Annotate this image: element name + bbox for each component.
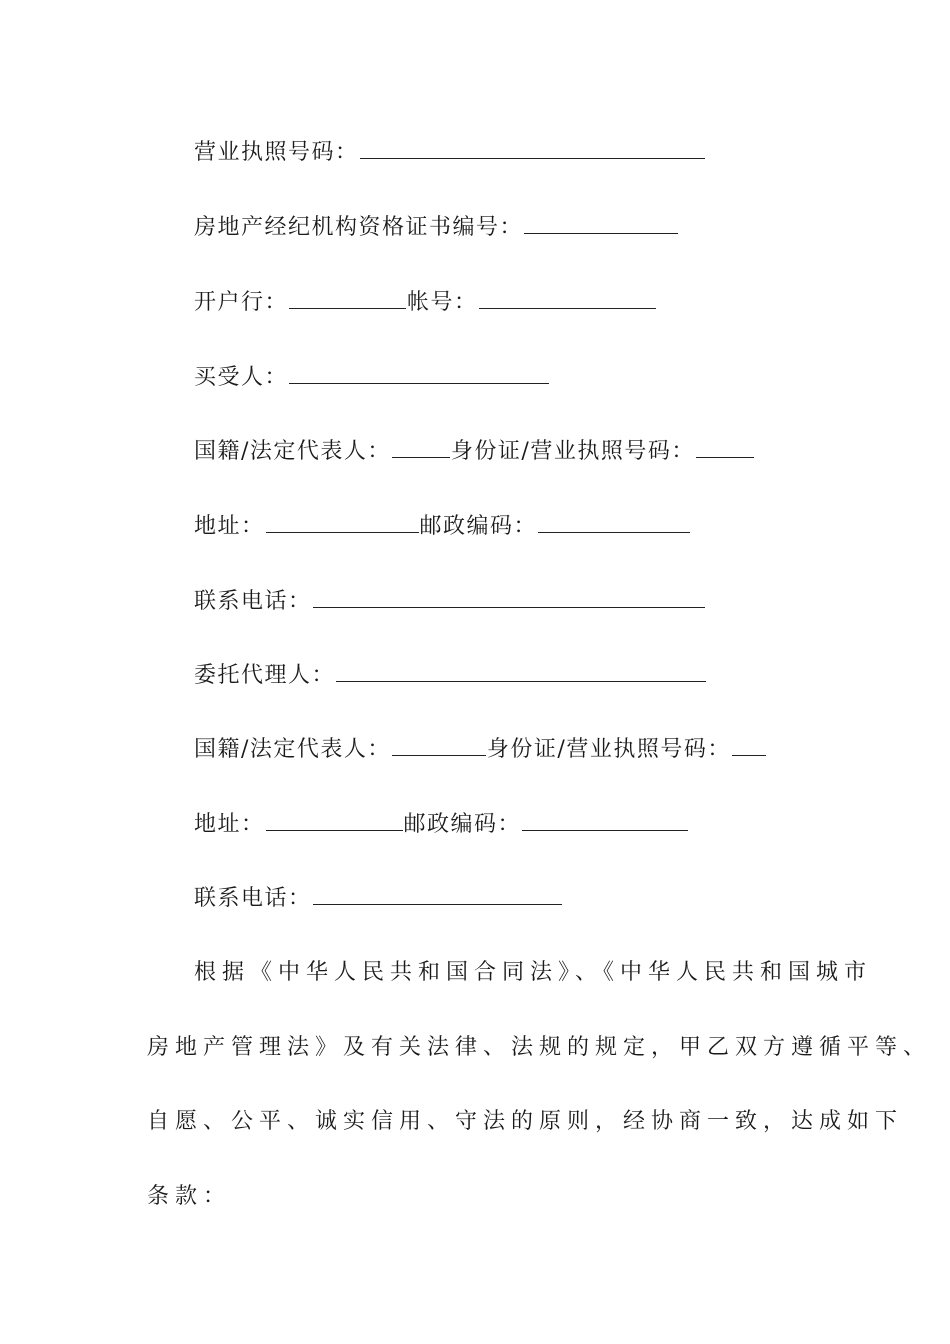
nationality-blank[interactable] [392, 735, 486, 756]
nationality-label: 国籍/法定代表人： [194, 737, 391, 762]
postcode-blank[interactable] [522, 810, 688, 831]
bank-blank[interactable] [289, 288, 406, 309]
agent-line [194, 661, 707, 691]
buyer-blank[interactable] [289, 363, 549, 384]
agent-blank[interactable] [336, 661, 706, 682]
address-blank[interactable] [266, 512, 419, 533]
buyer-label: 买受人： [194, 365, 289, 390]
id-license-label: 身份证/营业执照号码： [450, 439, 695, 464]
agent-phone-line [194, 884, 563, 914]
agent-address-line [194, 810, 689, 840]
phone-blank[interactable] [313, 884, 562, 905]
buyer-nationality-line [194, 437, 755, 467]
phone-label: 联系电话： [194, 589, 312, 614]
agent-label: 委托代理人： [194, 663, 336, 688]
bank-label: 开户行： [194, 290, 289, 315]
agency-certificate-line [194, 213, 679, 243]
agent-nationality-line [194, 735, 767, 765]
business-license-blank[interactable] [360, 138, 705, 159]
postcode-label: 邮政编码： [403, 812, 522, 837]
address-label: 地址： [194, 514, 265, 539]
buyer-address-line [194, 512, 691, 542]
clause-paragraph-line: 根据《中华人民共和国合同法》、《中华人民共和国城市 [194, 960, 873, 985]
nationality-label: 国籍/法定代表人： [194, 439, 391, 464]
buyer-line [194, 363, 550, 393]
address-blank[interactable] [266, 810, 403, 831]
account-label: 帐号： [407, 290, 478, 315]
agency-certificate-blank[interactable] [524, 213, 678, 234]
postcode-blank[interactable] [538, 512, 690, 533]
clause-paragraph-line: 条款： [147, 1184, 232, 1209]
account-blank[interactable] [479, 288, 656, 309]
phone-blank[interactable] [313, 587, 705, 608]
bank-line [194, 288, 657, 318]
postcode-label: 邮政编码： [419, 514, 538, 539]
agency-certificate-label: 房地产经纪机构资格证书编号： [194, 215, 524, 240]
business-license-line [194, 138, 706, 168]
phone-label: 联系电话： [194, 886, 312, 911]
id-license-blank[interactable] [696, 437, 754, 458]
clause-paragraph-line: 房地产管理法》及有关法律、法规的规定，甲乙双方遵循平等、 [147, 1035, 932, 1060]
address-label: 地址： [194, 812, 265, 837]
id-license-blank[interactable] [732, 735, 766, 756]
id-license-label: 身份证/营业执照号码： [486, 737, 731, 762]
nationality-blank[interactable] [392, 437, 450, 458]
clause-paragraph-line: 自愿、公平、诚实信用、守法的原则，经协商一致，达成如下 [147, 1109, 904, 1134]
business-license-label: 营业执照号码： [194, 140, 359, 165]
buyer-phone-line [194, 587, 706, 617]
